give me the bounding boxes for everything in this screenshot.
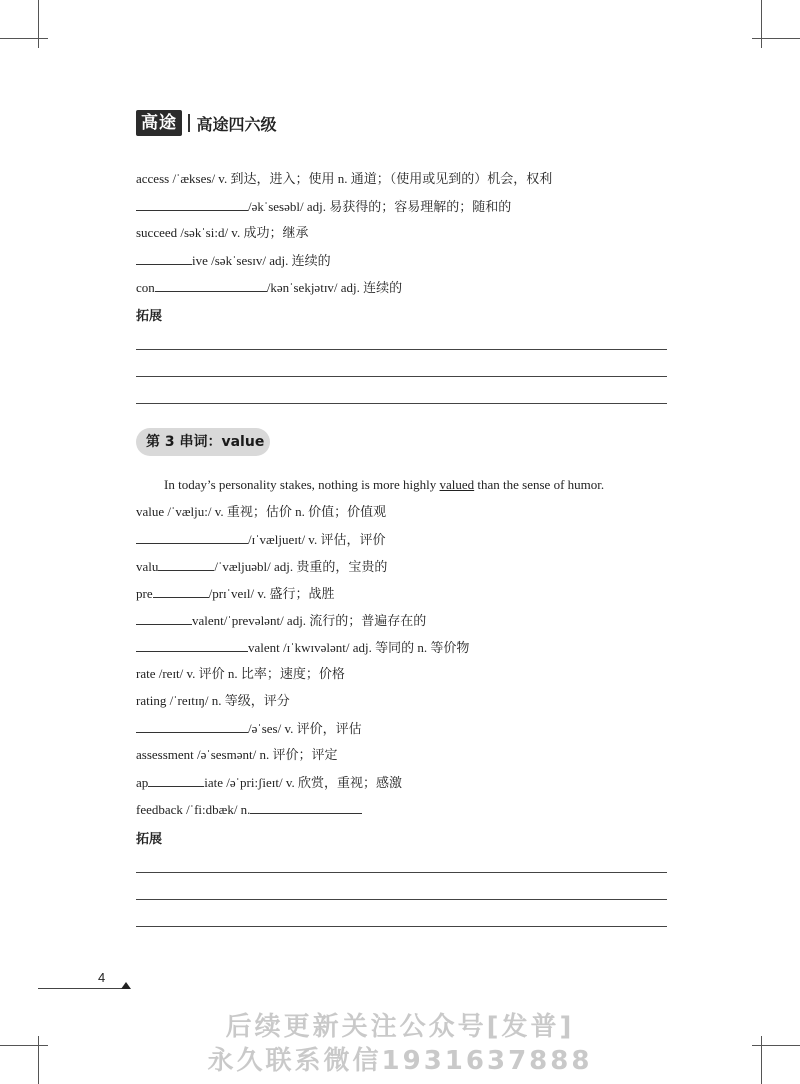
entry-line: succeed /səkˈsi:d/ v. 成功；继承 — [136, 225, 309, 240]
entry-line: con /kənˈsekjətɪv/ adj. 连续的 — [136, 280, 403, 295]
entry-line: valent /ɪˈkwɪvələnt/ adj. 等同的 n. 等价物 — [136, 638, 469, 657]
writing-line[interactable] — [136, 926, 667, 927]
fill-blank[interactable] — [155, 278, 267, 292]
entry-line: value /ˈvælju:/ v. 重视；估价 n. 价值；价值观 — [136, 504, 387, 519]
page-header — [136, 110, 277, 136]
page-number: 4 — [98, 970, 106, 985]
entry-line: pre /prɪˈveɪl/ v. 盛行；战胜 — [136, 586, 335, 601]
highlighted-word: valued — [439, 477, 475, 492]
entry-line: feedback /ˈfi:dbæk/ n. — [136, 800, 362, 819]
brand-title: 高途四六级 — [196, 114, 277, 134]
writing-line[interactable] — [136, 872, 667, 873]
crop-mark-tr-v — [761, 0, 762, 48]
footer-rule — [38, 988, 130, 989]
crop-mark-tl-v — [38, 0, 39, 48]
writing-line[interactable] — [136, 376, 667, 377]
section-title-pill: 第 3 串词：value — [136, 428, 270, 456]
writing-line[interactable] — [136, 899, 667, 900]
writing-line[interactable] — [136, 349, 667, 350]
watermark-line-1: 后续更新关注公众号[发普] — [225, 1012, 575, 1042]
entry-line: ive /səkˈsesɪv/ adj. 连续的 — [136, 251, 331, 270]
expand-label: 拓展 — [136, 309, 163, 324]
writing-line[interactable] — [136, 403, 667, 404]
fill-blank[interactable] — [158, 557, 214, 571]
entry-line: assessment /əˈsesmənt/ n. 评价；评定 — [136, 747, 338, 762]
brand-logo: 高途 — [136, 110, 182, 136]
fill-blank[interactable] — [136, 638, 248, 652]
fill-blank[interactable] — [136, 197, 248, 211]
header-divider — [188, 114, 190, 132]
entry-line: /ɪˈvæljueɪt/ v. 评估，评价 — [136, 530, 385, 549]
entry-line: /əkˈsesəbl/ adj. 易获得的；容易理解的；随和的 — [136, 197, 511, 216]
crop-mark-tr-h — [752, 38, 800, 39]
fill-blank[interactable] — [136, 251, 192, 265]
footer-triangle-icon — [121, 982, 131, 989]
crop-mark-tl-h — [0, 38, 48, 39]
fill-blank[interactable] — [136, 719, 248, 733]
entry-line: rate /reɪt/ v. 评价 n. 比率；速度；价格 — [136, 666, 345, 681]
fill-blank[interactable] — [136, 611, 192, 625]
expand-label: 拓展 — [136, 832, 163, 847]
example-sentence: In today’s personality stakes, nothing is more highly valued than the sense of humor. — [164, 477, 605, 492]
entry-line: valu /ˈvæljuəbl/ adj. 贵重的，宝贵的 — [136, 559, 388, 574]
fill-blank[interactable] — [148, 773, 204, 787]
fill-blank[interactable] — [136, 530, 248, 544]
entry-line: access /ˈækses/ v. 到达，进入；使用 n. 通道；（使用或见到的）机会，权利 — [136, 171, 553, 186]
entry-line: /əˈses/ v. 评价，评估 — [136, 719, 362, 738]
fill-blank[interactable] — [153, 584, 209, 598]
entry-line: ap iate /əˈpri:ʃieɪt/ v. 欣赏，重视；感激 — [136, 775, 403, 790]
entry-line: valent/ˈprevələnt/ adj. 流行的；普遍存在的 — [136, 611, 426, 630]
entry-line: rating /ˈreɪtɪŋ/ n. 等级，评分 — [136, 693, 290, 708]
watermark-line-2: 永久联系微信1931637888 — [207, 1046, 593, 1076]
fill-blank[interactable] — [250, 800, 362, 814]
